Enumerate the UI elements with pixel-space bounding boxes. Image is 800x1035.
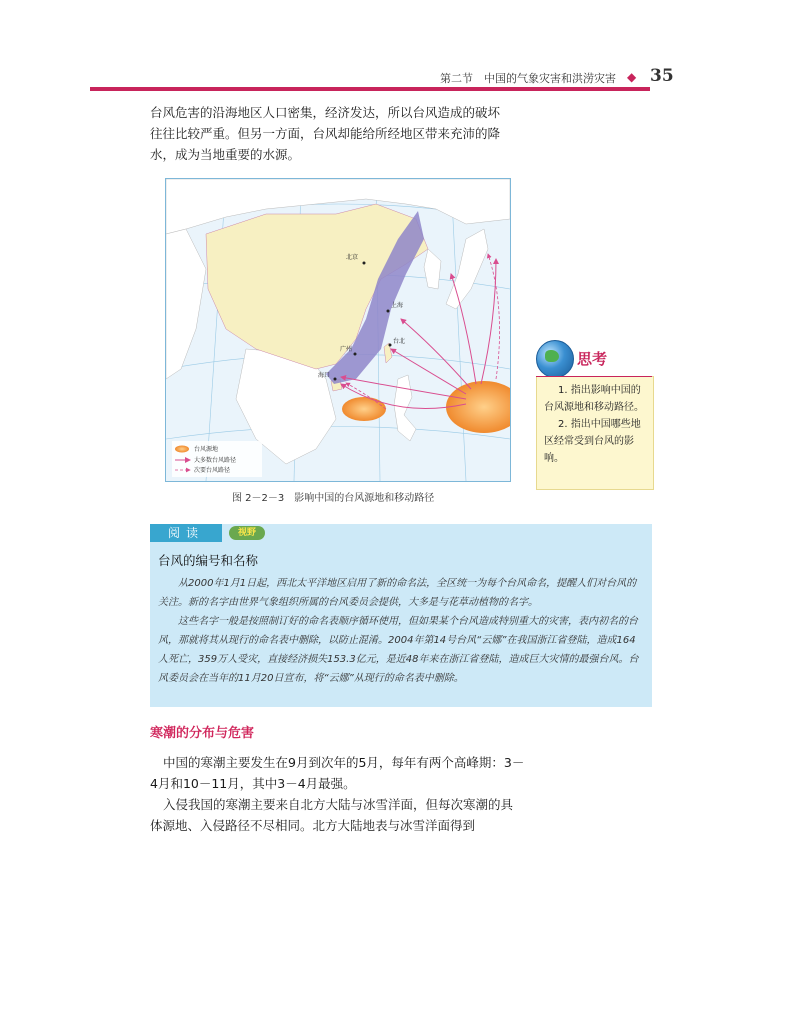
page-number: 35: [650, 66, 674, 86]
think-title: 思考: [577, 350, 608, 368]
label-beijing: 北京: [346, 254, 359, 261]
cold-wave-text: [150, 752, 525, 836]
legend-source-label: 台风源地: [194, 446, 219, 453]
intro-line: 往往比较严重。但另一方面，台风却能给所经地区带来充沛的降: [150, 126, 501, 141]
reading-paragraph: 从2000年1月1日起，西北太平洋地区启用了新的命名法，全区统一为每个台风命名，提醒人们对台风的关注。新的名字由世界气象组织所属的台风委员会提供，大多是与花草动植物的名字。: [158, 578, 637, 608]
label-shanghai: 上海: [391, 302, 404, 309]
map-legend: [172, 441, 262, 477]
reading-paragraph: 这些名字一般是按照制订好的命名表顺序循环使用，但如果某个台风造成特别重大的灾害，表内初名的台风，那就将其从现行的命名表中删除，以防止混淆。2004年第14号台风“云娜”在我国浙江省登陆，造成164人死亡，359万人受灾，直接经济损失153.3亿元，是近48年来在浙江省登陆，造成巨大灾情的最强台风。台风委员会在当年的11月20日宣布，将“云娜”从现行的命名表中删除。: [158, 616, 639, 684]
city-dot: [389, 344, 392, 347]
think-question: 2. 指出中国哪些地区经常受到台风的影响。: [544, 419, 641, 464]
globe-land: [545, 350, 559, 362]
reading-title: 台风的编号和名称: [158, 553, 259, 568]
cold-wave-paragraph: 中国的寒潮主要发生在9月到次年的5月，每年有两个高峰期：3－4月和10－11月，其中3－4月最强。: [150, 755, 525, 791]
think-question: 1. 指出影响中国的台风源地和移动路径。: [544, 385, 644, 413]
city-dot: [354, 353, 357, 356]
cold-wave-paragraph: 入侵我国的寒潮主要来自北方大陆与冰雪洋面，但每次寒潮的具体源地、入侵路径不尽相同。北方大陆地表与冰雪洋面得到: [150, 797, 514, 833]
section-title: 寒潮的分布与危害: [150, 726, 255, 741]
label-taibei: 台北: [393, 338, 406, 345]
japan-land: [446, 229, 488, 309]
typhoon-map-svg: [166, 179, 510, 481]
legend-route1-label: 大多数台风路径: [194, 457, 237, 464]
city-dot: [334, 378, 337, 381]
reading-tab: 阅读: [150, 524, 222, 542]
typhoon-source-pacific: [446, 381, 510, 433]
map-caption: 图 2－2－3 影响中国的台风源地和移动路径: [232, 493, 435, 504]
typhoon-source-south-china-sea: [342, 397, 386, 421]
intro-paragraph: [150, 102, 525, 165]
reading-body: [158, 574, 644, 688]
typhoon-map: [165, 178, 511, 482]
header-rule: [90, 87, 650, 91]
diamond-icon: ◆: [627, 70, 637, 84]
legend-source-swatch: [175, 446, 189, 453]
korea-land: [424, 249, 441, 289]
intro-line: 台风危害的沿海地区人口密集，经济发达，所以台风造成的破坏: [150, 105, 501, 120]
city-dot: [363, 262, 366, 265]
city-dot: [387, 310, 390, 313]
label-haikou: 海口: [318, 372, 331, 379]
chapter-header: 第二节 中国的气象灾害和洪涝灾害: [440, 72, 616, 85]
reading-badge: 视野: [229, 526, 265, 540]
think-divider: [536, 376, 652, 377]
western-land: [166, 229, 206, 379]
label-guangzhou: 广州: [340, 346, 353, 353]
legend-route2-label: 次要台风路径: [194, 467, 231, 474]
intro-line: 水，成为当地重要的水源。: [150, 147, 301, 162]
think-questions: [544, 382, 646, 467]
